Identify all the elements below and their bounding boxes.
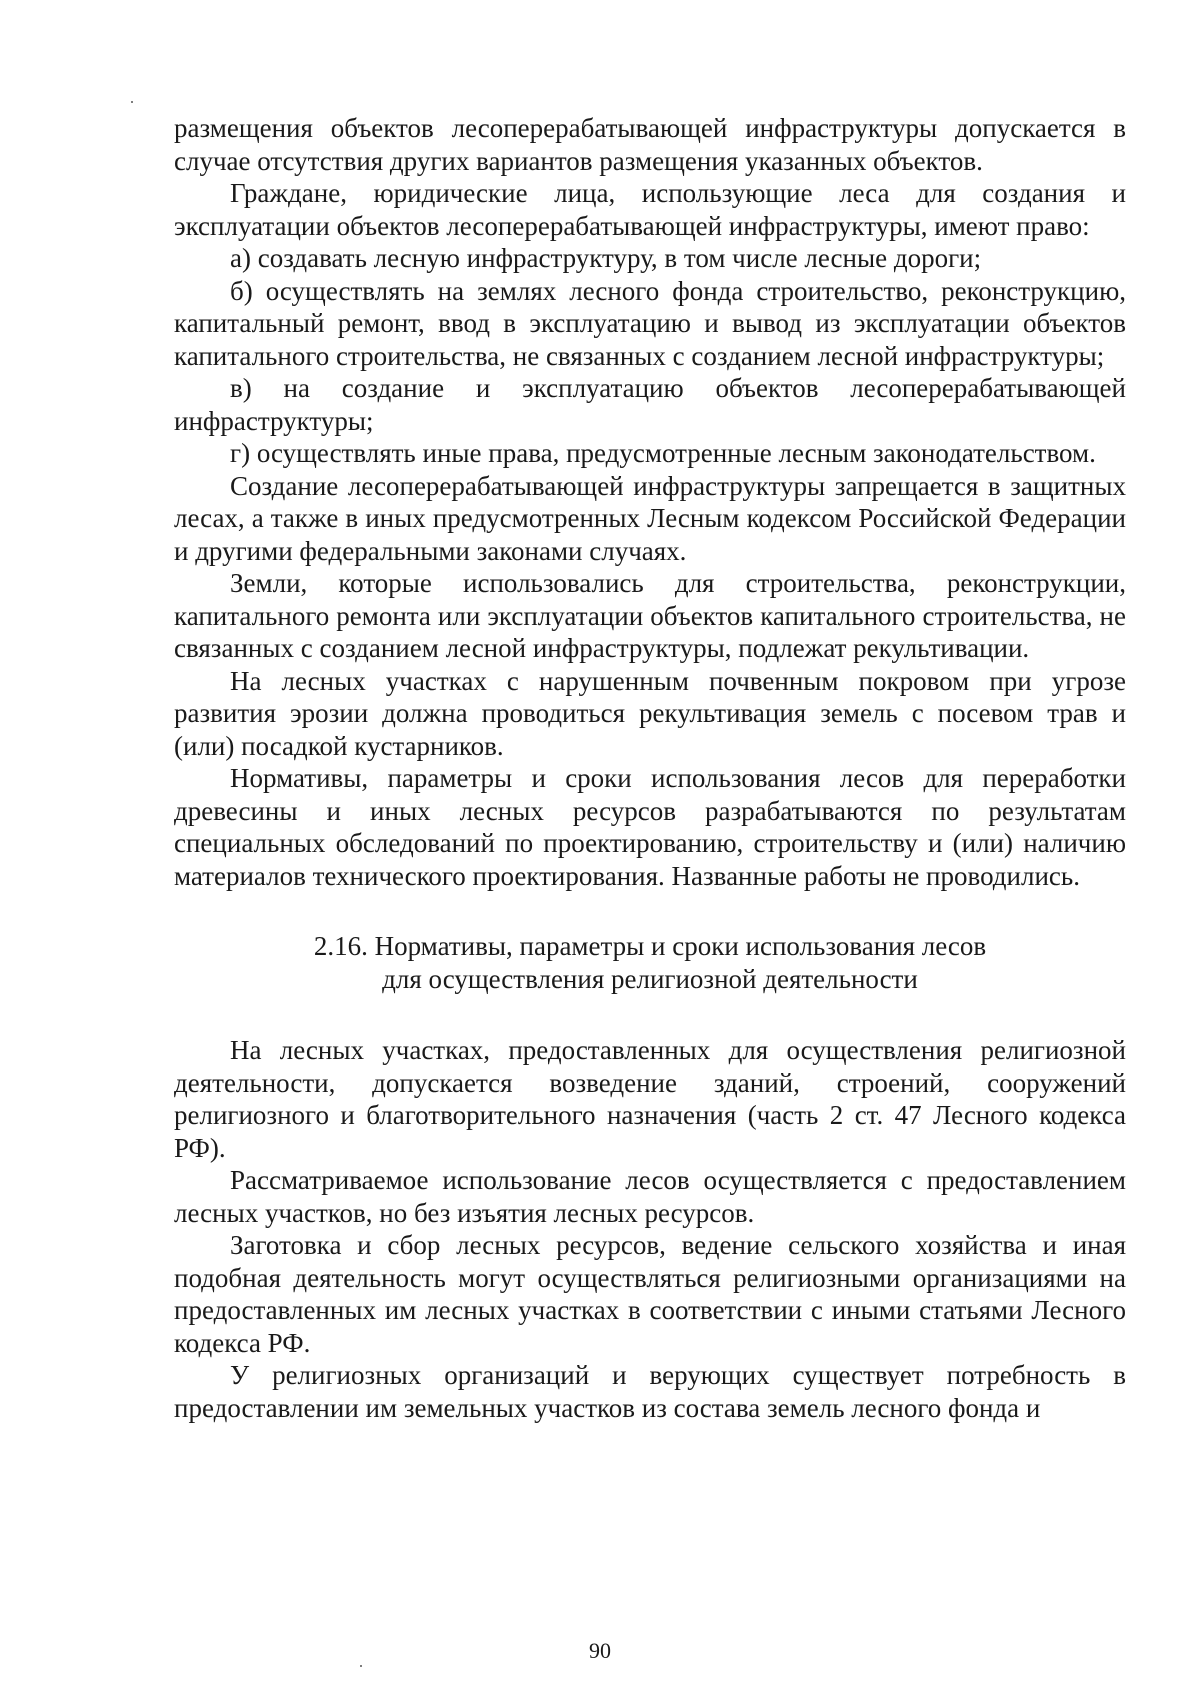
scan-speck: [131, 101, 133, 103]
paragraph: размещения объектов лесоперерабатывающей инфраструктуры допускается в случае отсутствия других вариантов размещения указанных объектов.: [174, 113, 1126, 176]
section-heading: [174, 930, 1126, 995]
scan-speck: [360, 1665, 362, 1667]
paragraph: На лесных участках с нарушенным почвенным покровом при угрозе развития эрозии должна проводиться рекультивация земель с посевом трав и (или) посадкой кустарников.: [174, 665, 1126, 761]
paragraph: Рассматриваемое использование лесов осуществляется с предоставлением лесных участков, но без изъятия лесных ресурсов.: [174, 1165, 1126, 1228]
paragraph: Заготовка и сбор лесных ресурсов, ведение сельского хозяйства и иная подобная деятельность могут осуществляться религиозными организациями на предоставленных им лесных участках в соответствии с иными статьями Лесного кодекса РФ.: [174, 1230, 1126, 1358]
list-item: г) осуществлять иные права, предусмотренные лесным законодательством.: [230, 438, 1096, 468]
paragraph: Земли, которые использовались для строительства, реконструкции, капитального ремонта или эксплуатации объектов капитального строительства, не связанных с созданием лесной инфраструктуры, подлежат рекультивации.: [174, 568, 1126, 663]
list-item: б) осуществлять на землях лесного фонда строительство, реконструкцию, капитальный ремонт, ввод в эксплуатацию и вывод из эксплуатации объектов капитального строительства, не связанных с созданием лесной инфраструктуры;: [174, 275, 1126, 371]
paragraph: У религиозных организаций и верующих существует потребность в предоставлении им земельных участков из состава земель лесного фонда и: [174, 1360, 1126, 1423]
section-heading-line: 2.16. Нормативы, параметры и сроки использования лесов: [313, 931, 987, 961]
section-heading-line: для осуществления религиозной деятельности: [382, 963, 918, 994]
paragraph: Граждане, юридические лица, использующие леса для создания и эксплуатации объектов лесоперерабатывающей инфраструктуры, имеют право:: [174, 178, 1126, 241]
paragraph: На лесных участках, предоставленных для осуществления религиозной деятельности, допускается возведение зданий, строений, сооружений религиозного и благотворительного назначения (часть 2 ст. 47 Лесного кодекса РФ).: [174, 1035, 1126, 1163]
paragraph: Нормативы, параметры и сроки использования лесов для переработки древесины и иных лесных ресурсов разрабатываются по результатам специальных обследований по проектированию, строительству и (или) наличию материалов технического проектирования. Названные работы не проводились.: [174, 763, 1126, 891]
list-item: а) создавать лесную инфраструктуру, в том числе лесные дороги;: [230, 243, 982, 273]
page-number: 90: [589, 1638, 611, 1663]
paragraph: Создание лесоперерабатывающей инфраструктуры запрещается в защитных лесах, а также в иных предусмотренных Лесным кодексом Российской Федерации и другими федеральными законами случаях.: [174, 470, 1126, 566]
document-body: [174, 112, 1126, 1424]
list-item: в) на создание и эксплуатацию объектов лесоперерабатывающей инфраструктуры;: [174, 373, 1126, 436]
